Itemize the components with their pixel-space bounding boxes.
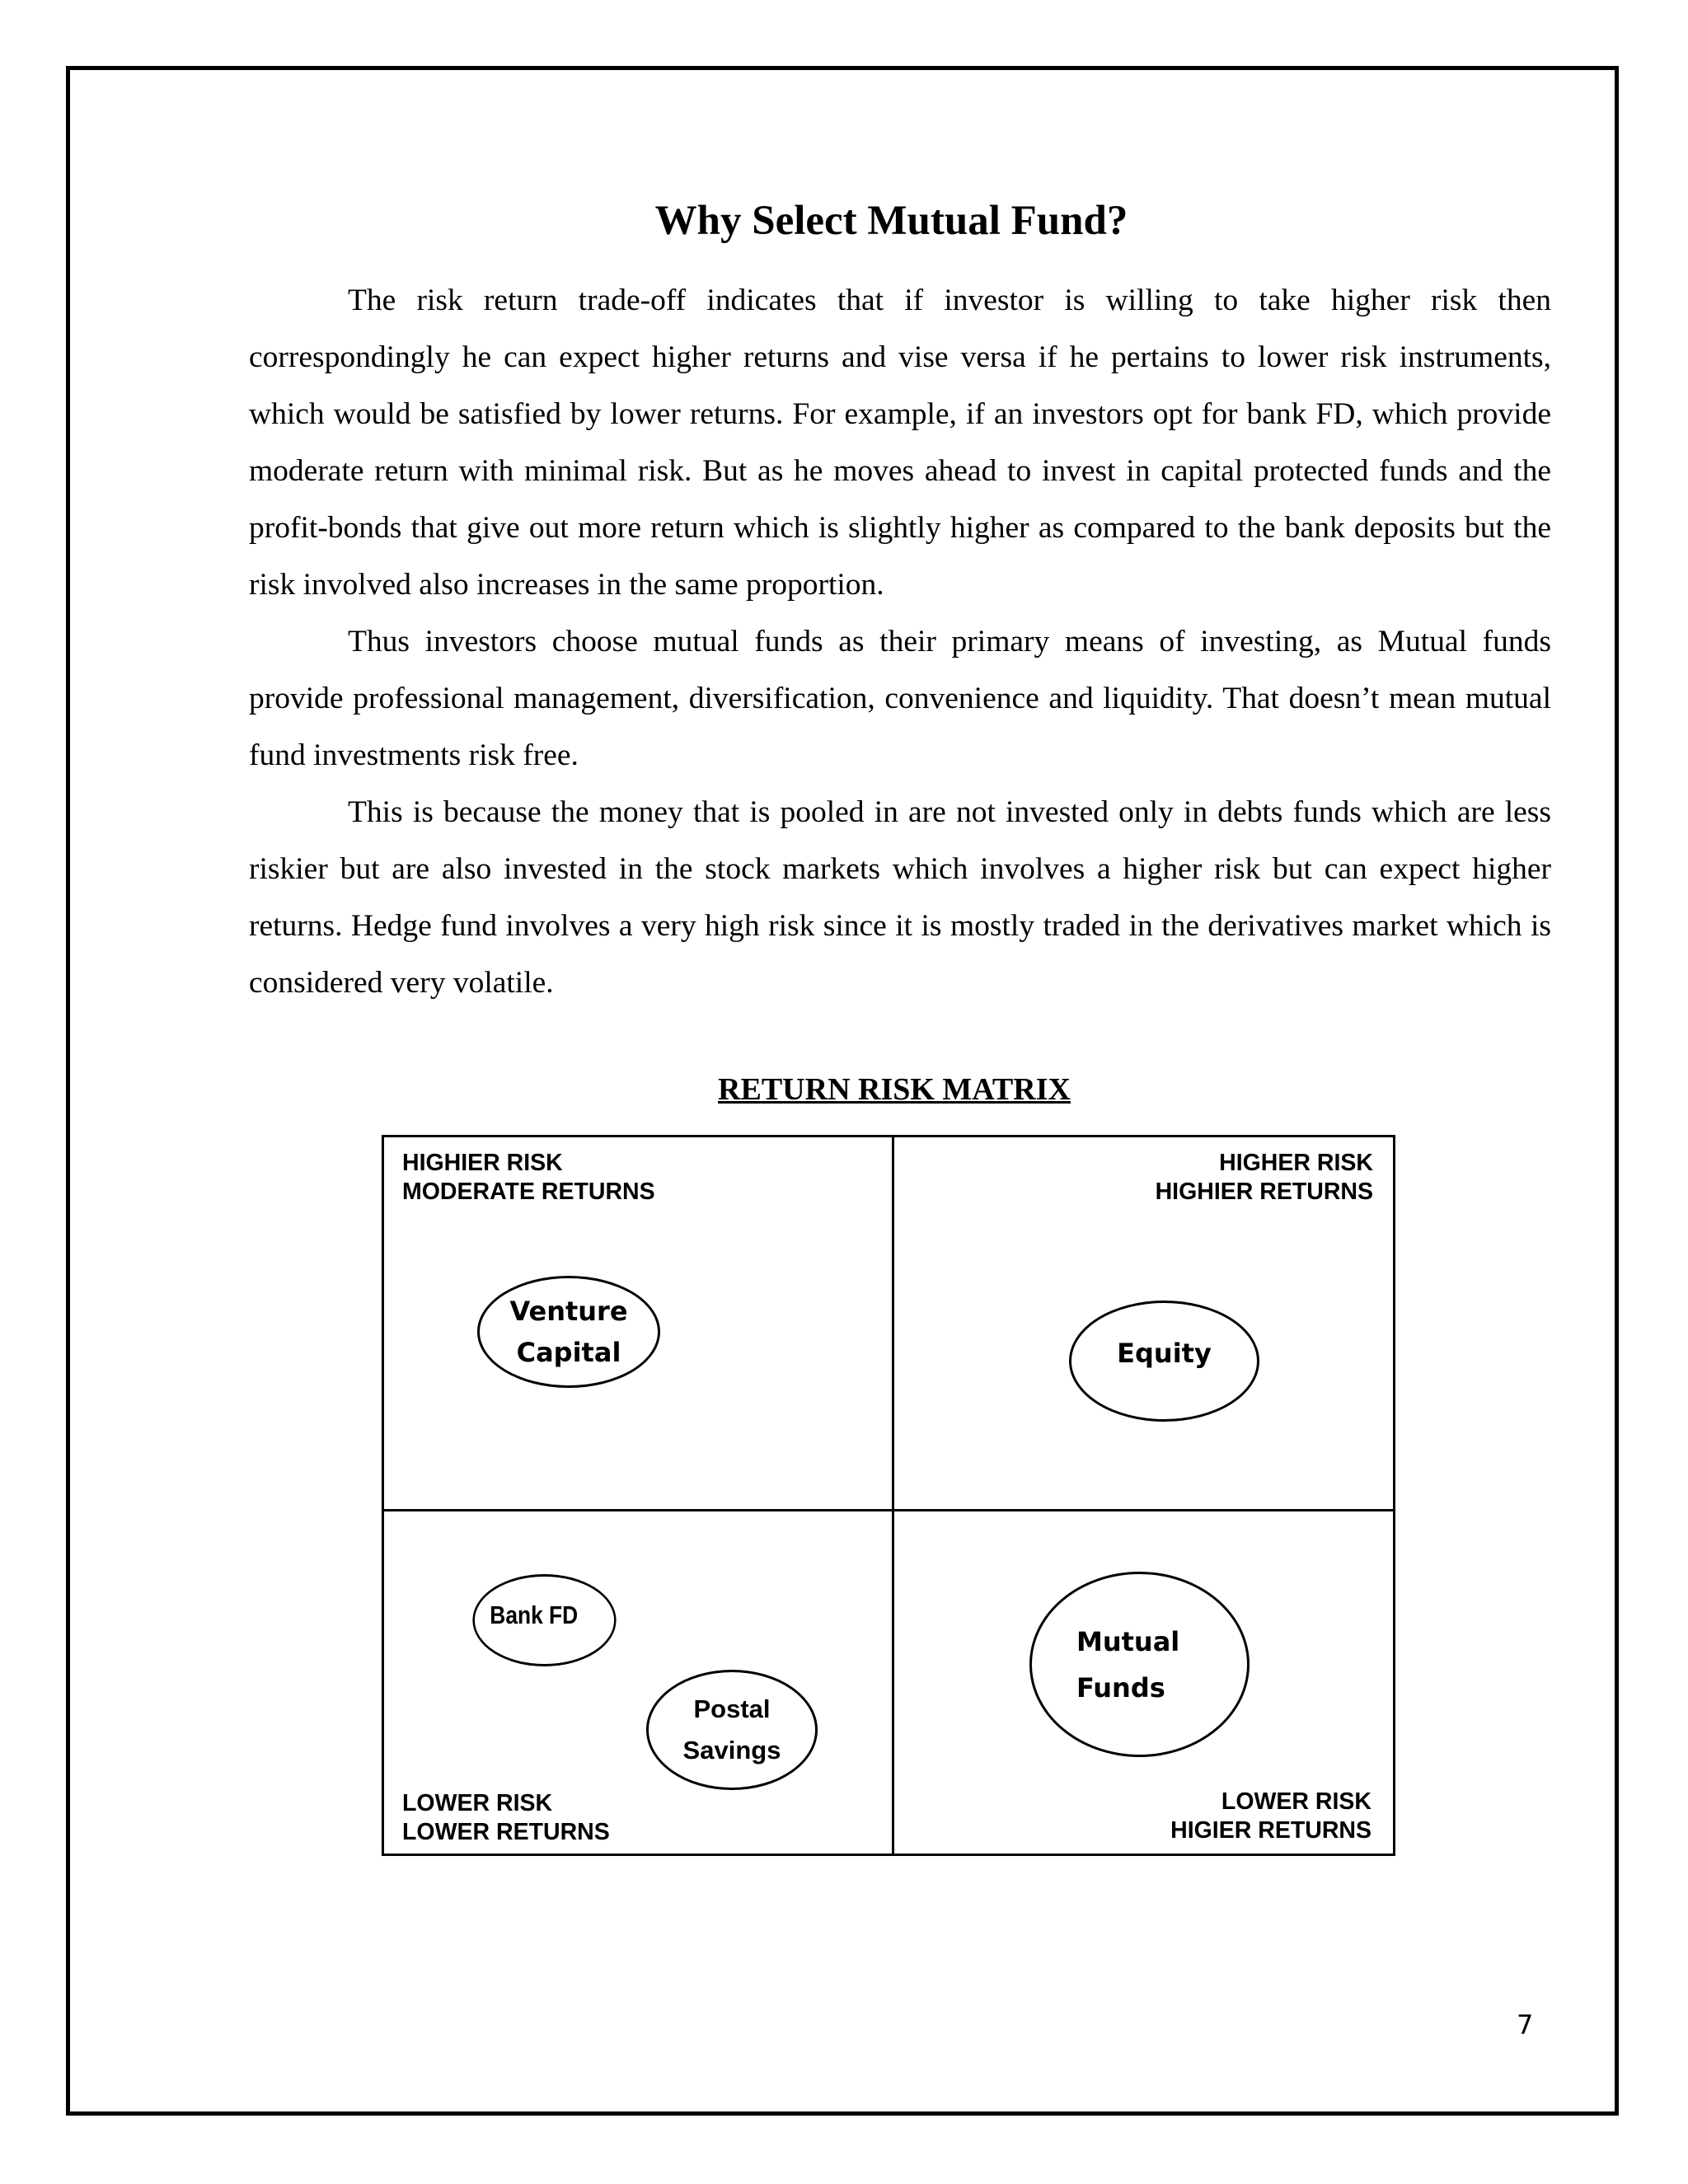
quadrant-label-bottom-left <box>402 1789 610 1847</box>
quadrant-label-line: LOWER RISK <box>1221 1788 1372 1815</box>
postal-savings-bubble <box>646 1670 818 1790</box>
paragraph-2: Thus investors choose mutual funds as their primary means of investing, as Mutual funds provide professional management, diversification, convenience and liquidity. That doesn’t mean mutual fund investments risk free. <box>249 625 1551 772</box>
matrix-vertical-divider <box>892 1137 894 1854</box>
quadrant-label-line: HIGHIER RETURNS <box>1155 1179 1373 1205</box>
bank-fd-bubble <box>472 1574 616 1666</box>
page-title: Why Select Mutual Fund? <box>654 198 1128 244</box>
bubble-label-line: Mutual <box>1076 1625 1180 1657</box>
bubble-label-line: Capital <box>516 1337 621 1368</box>
page-number: 7 <box>1517 2009 1534 2041</box>
quadrant-label-line: LOWER RETURNS <box>402 1819 610 1845</box>
mutual-funds-bubble <box>1029 1572 1250 1757</box>
matrix-horizontal-divider <box>384 1509 1393 1511</box>
quadrant-label-line: MODERATE RETURNS <box>402 1179 655 1205</box>
paragraph-1: The risk return trade-off indicates that if investor is willing to take higher risk then correspondingly he can expect higher returns and vise versa if he pertains to lower risk instruments, which would be satisfied by lower returns. For example, if an investors opt for bank FD, which provide moderate return with minimal risk. But as he moves ahead to invest in capital protected funds and the profit-bonds that give out more return which is slightly higher as compared to the bank deposits but the risk involved also increases in the same proportion. <box>249 284 1551 602</box>
bubble-label-line: Funds <box>1076 1671 1165 1704</box>
bubble-label-line: Venture <box>509 1296 628 1327</box>
body-text <box>249 272 1551 1011</box>
bubble-label-line: Bank FD <box>490 1601 579 1629</box>
bubble-label-line: Postal <box>693 1694 771 1723</box>
venture-capital-bubble <box>477 1276 660 1388</box>
equity-bubble <box>1069 1301 1259 1422</box>
quadrant-label-top-left <box>402 1149 655 1207</box>
paragraph-3: This is because the money that is pooled in are not invested only in debts funds which are less riskier but are also invested in the stock markets which involves a higher risk but can expect higher returns. Hedge fund involves a very high risk since it is mostly traded in the derivatives market which is considered very volatile. <box>249 795 1551 1000</box>
quadrant-label-line: HIGHIER RISK <box>402 1150 563 1176</box>
quadrant-label-top-right <box>1156 1149 1373 1207</box>
quadrant-label-line: LOWER RISK <box>402 1790 553 1816</box>
bubble-label-line: Equity <box>1117 1338 1212 1369</box>
return-risk-matrix <box>382 1135 1395 1856</box>
quadrant-label-line: HIGHER RISK <box>1219 1150 1373 1176</box>
bubble-label-line: Savings <box>682 1736 781 1765</box>
matrix-title: RETURN RISK MATRIX <box>718 1072 1071 1107</box>
quadrant-label-bottom-right <box>1170 1788 1372 1845</box>
quadrant-label-line: HIGIER RETURNS <box>1170 1817 1372 1844</box>
